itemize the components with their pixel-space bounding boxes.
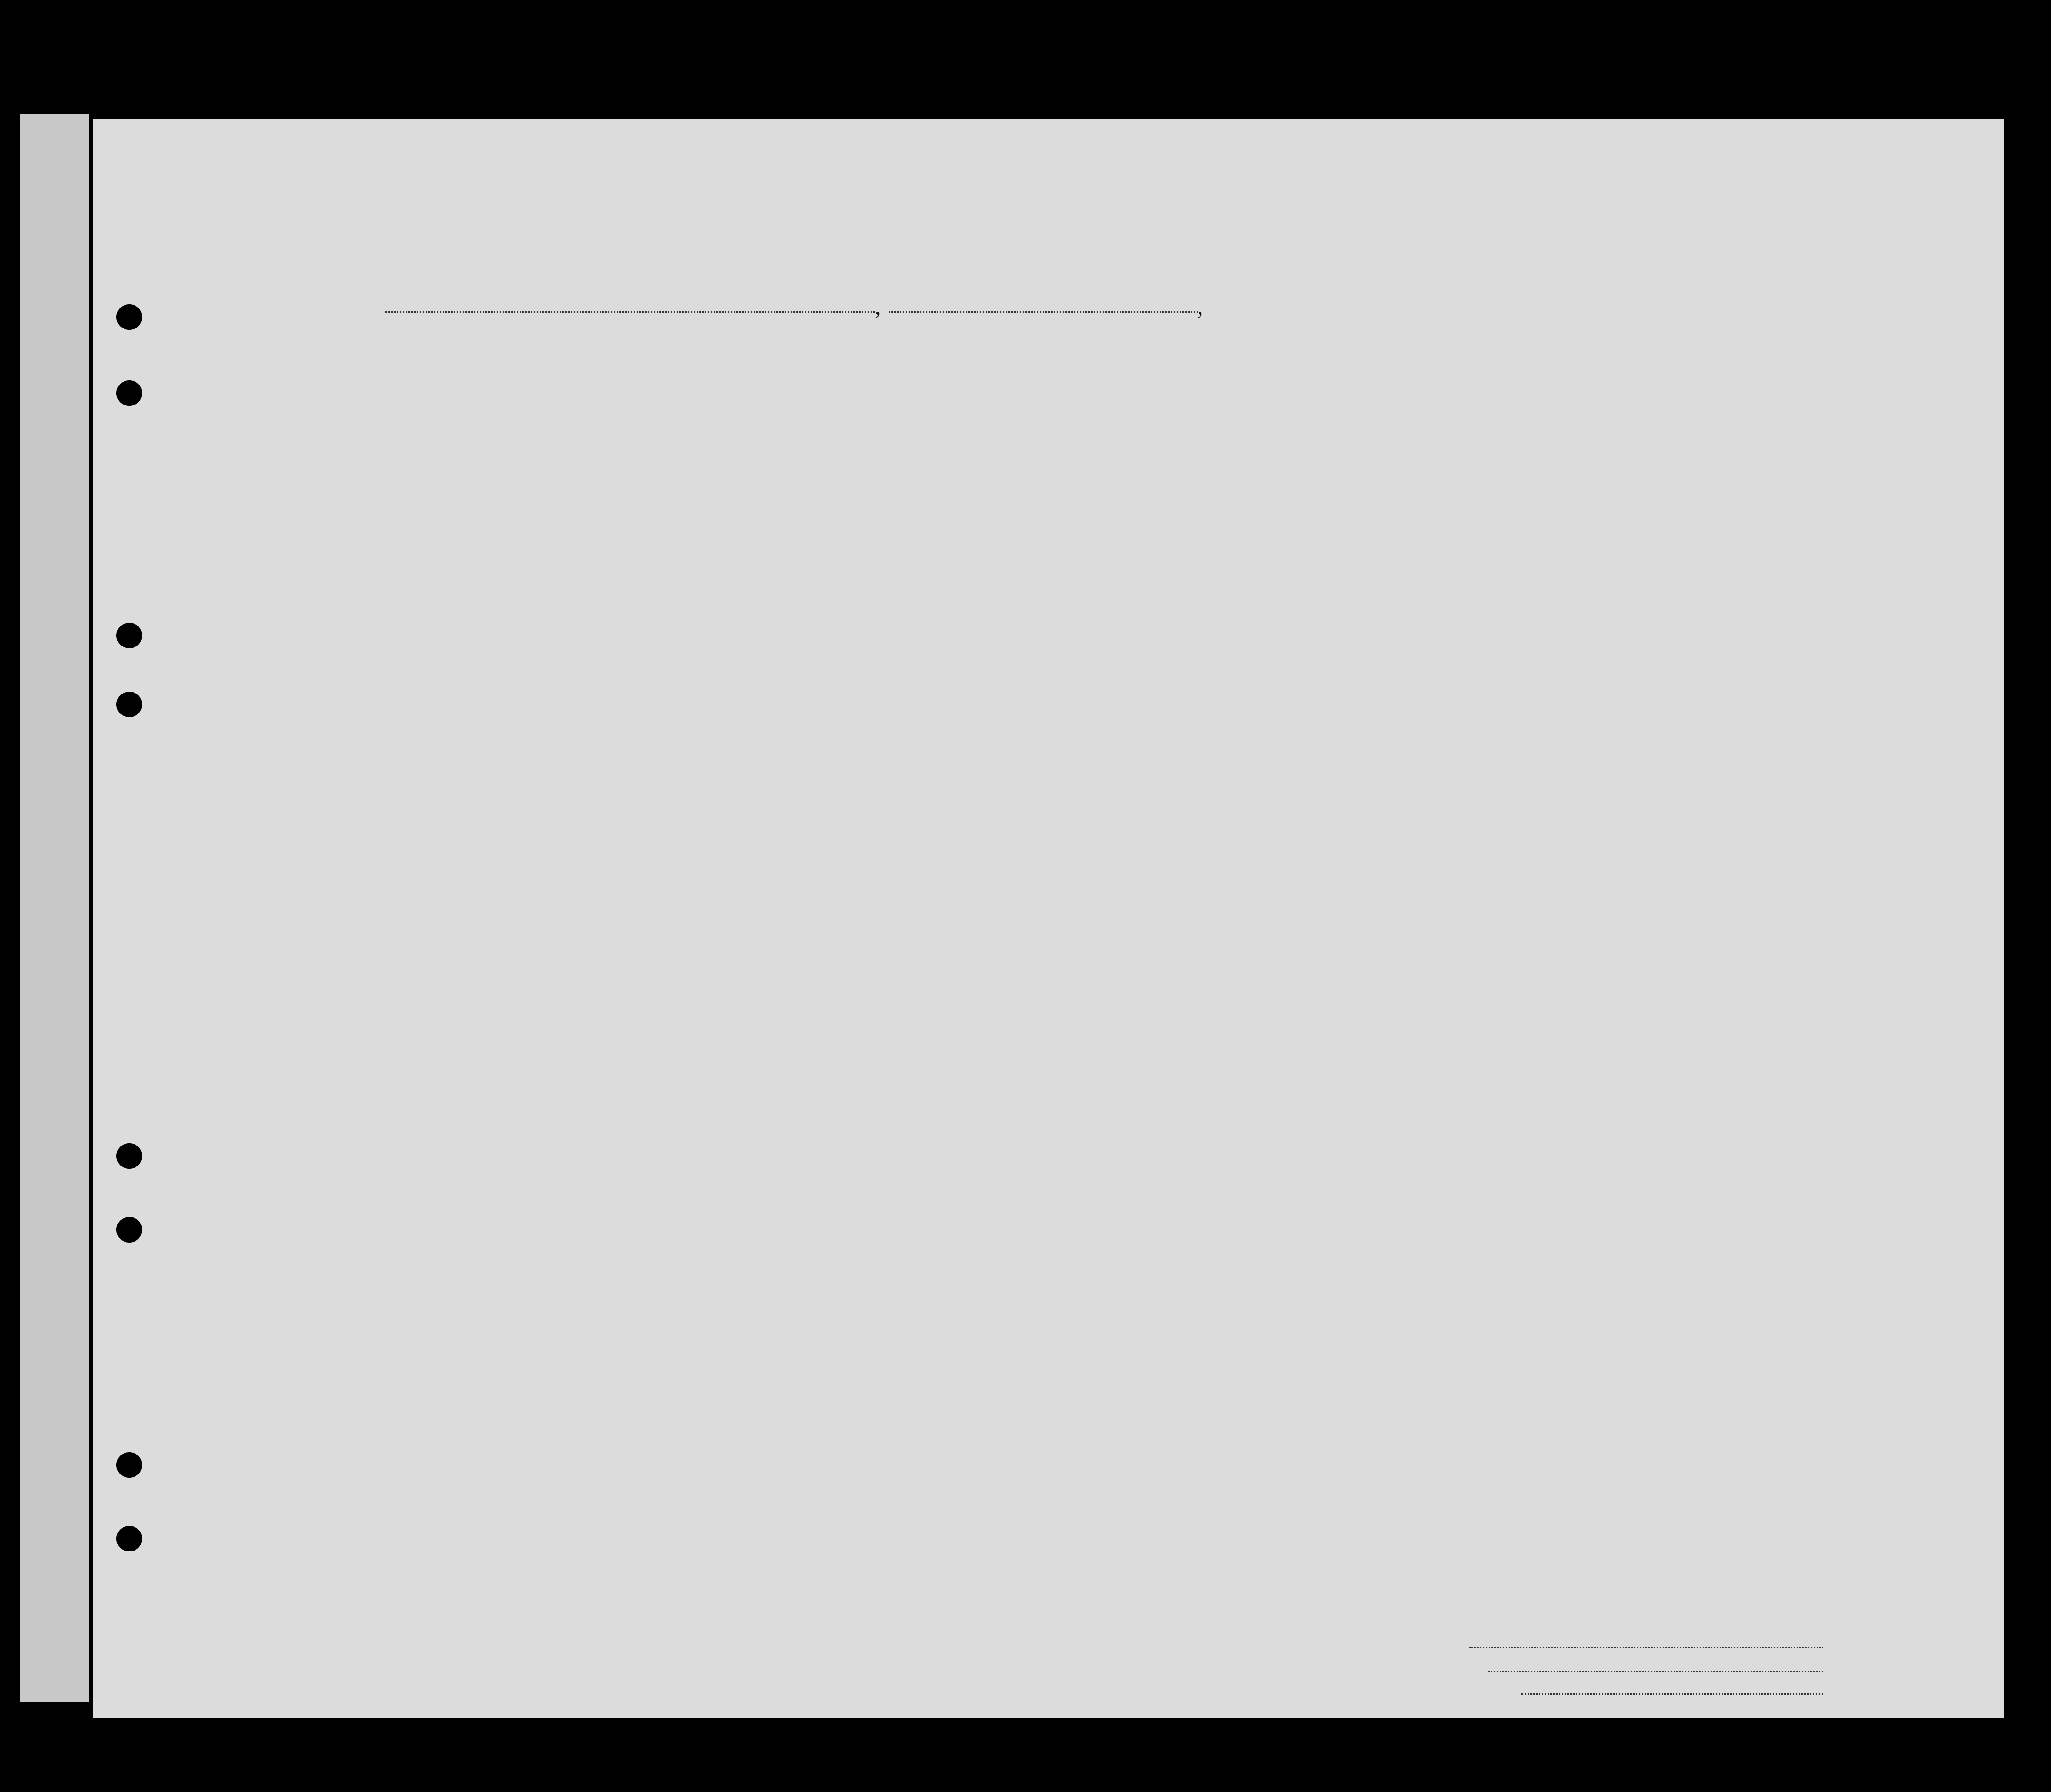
footer-owners-dots: [1488, 1671, 1823, 1672]
footer-agents-dots: [1521, 1693, 1823, 1695]
comma: ,: [875, 293, 881, 319]
footer-line-dots: [1469, 1647, 1823, 1648]
comma: ,: [1197, 293, 1203, 319]
